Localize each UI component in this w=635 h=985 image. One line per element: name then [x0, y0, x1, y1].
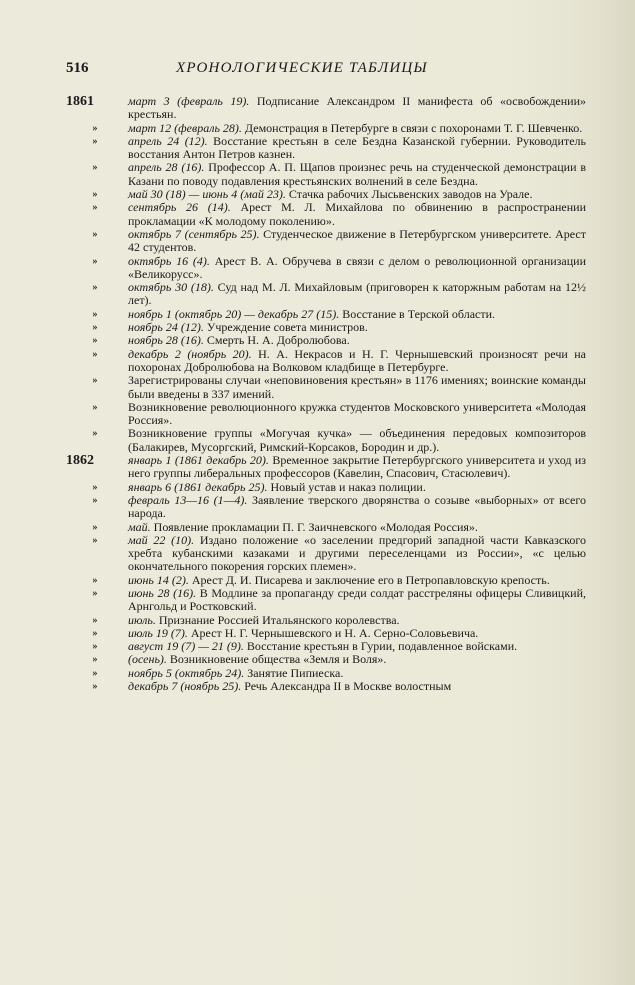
entry-text: В Модлине за пропаганду среди солдат расстреляны офицеры Сливицкий, Арнгольд и Ростковский.: [128, 585, 587, 614]
chronology-entry: [66, 188, 586, 201]
chronology-entry: [66, 95, 586, 122]
chronology-entry: [66, 374, 586, 401]
entry-date: май 22 (10).: [128, 532, 195, 547]
ditto-mark: »: [92, 481, 98, 493]
entry-date: март 3 (февраль 19).: [128, 94, 250, 108]
ditto-mark: »: [92, 375, 98, 387]
chronology-entry: [66, 627, 586, 640]
chronology-entry: [66, 454, 586, 481]
entry-date: октябрь 7 (сентябрь 25).: [128, 226, 260, 241]
entry-text: Новый устав и наказ полиции.: [270, 479, 426, 494]
ditto-mark: »: [92, 681, 98, 693]
ditto-mark: »: [92, 255, 98, 267]
entry-text: Появление прокламации П. Г. Заичневского «Молодая Россия».: [153, 519, 478, 534]
entry-text: Подписание Александром II манифеста об «освобождении» крестьян.: [128, 94, 587, 122]
entry-date: октябрь 16 (4).: [128, 253, 210, 268]
chronology-entry: [66, 281, 586, 308]
chronology-entry: [66, 494, 586, 521]
chronology-entry: [66, 521, 586, 534]
entry-text: Смерть Н. А. Добролюбова.: [206, 333, 350, 348]
ditto-mark: »: [92, 322, 98, 334]
ditto-mark: »: [92, 534, 98, 546]
entry-text: Возникновение общества «Земля и Воля».: [169, 652, 387, 667]
chronology-entry: [66, 640, 586, 653]
ditto-mark: »: [92, 135, 98, 147]
ditto-mark: »: [92, 428, 98, 440]
entry-date: январь 6 (1861 декабрь 25).: [128, 479, 268, 494]
ditto-mark: »: [92, 189, 98, 201]
ditto-mark: »: [92, 641, 98, 653]
entry-text: Зарегистрированы случаи «неповиновения крестьян» в 1176 имениях; воинские команды были введены в 337 имений.: [128, 373, 586, 401]
entry-text: Восстание крестьян в селе Бездна Казанской губернии. Руководитель восстания Антон Петров казнен.: [128, 133, 586, 162]
entry-date: декабрь 2 (ноябрь 20).: [128, 346, 252, 361]
entry-date: июль 19 (7).: [128, 625, 188, 640]
chronology-entry: [66, 534, 586, 574]
entry-text: Восстание в Терской области.: [342, 306, 496, 321]
ditto-mark: »: [92, 282, 98, 294]
entry-date: сентябрь 26 (14).: [128, 200, 231, 215]
entry-text: Арест Н. Г. Чернышевского и Н. А. Серно-Соловьевича.: [190, 625, 479, 640]
entry-text: Демонстрация в Петербурге в связи с похоронами Т. Г. Шевченко.: [244, 120, 583, 135]
ditto-mark: »: [92, 122, 98, 134]
entry-date: май.: [128, 519, 151, 534]
entry-date: октябрь 30 (18).: [128, 280, 214, 295]
chronology-entry: [66, 321, 586, 334]
entry-date: ноябрь 28 (16).: [128, 333, 204, 348]
page-header: [66, 60, 586, 82]
entry-text: Издано положение «о заселении предгорий западной части Кавказского хребта кубанскими казаками и другими переселенцами из России», «с целью окончательного покорения горских племен».: [128, 532, 586, 574]
entry-text: Учреждение совета министров.: [206, 320, 368, 335]
chronology-entry: [66, 481, 586, 494]
running-title: ХРОНОЛОГИЧЕСКИЕ ТАБЛИЦЫ: [176, 60, 428, 76]
ditto-mark: »: [92, 348, 98, 360]
chronology-entry: [66, 334, 586, 347]
entry-text: Суд над М. Л. Михайловым (приговорен к каторжным работам на 12½ лет).: [128, 280, 586, 308]
chronology-entry: [66, 348, 586, 375]
ditto-mark: »: [92, 228, 98, 240]
chronology-entry: [66, 427, 586, 454]
entry-date: июнь 28 (16).: [128, 585, 197, 600]
chronology-list: [66, 95, 586, 693]
entry-text: Восстание крестьян в Гурии, подавленное войсками.: [246, 639, 518, 654]
ditto-mark: »: [92, 494, 98, 506]
chronology-entry: [66, 667, 586, 680]
entry-text: Занятие Пипиеска.: [247, 665, 344, 680]
ditto-mark: »: [92, 587, 98, 599]
ditto-mark: »: [92, 202, 98, 214]
entry-text: Заявление тверского дворянства о созыве «выборных» от всего народа.: [128, 492, 586, 521]
chronology-entry: [66, 308, 586, 321]
chronology-entry: [66, 653, 586, 666]
chronology-entry: [66, 135, 586, 162]
entry-date: ноябрь 5 (октябрь 24).: [128, 665, 245, 680]
entry-text: Арест М. Л. Михайлова по обвинению в распространении прокламации «К молодому поколению».: [128, 200, 587, 228]
entry-text: Арест В. А. Обручева в связи с делом о революционной организации «Великорусс».: [128, 253, 587, 281]
chronology-entry: [66, 161, 586, 188]
entry-date: ноябрь 24 (12).: [128, 320, 204, 335]
entry-date: апрель 28 (16).: [128, 160, 205, 175]
chronology-entry: [66, 401, 586, 428]
chronology-entry: [66, 680, 586, 693]
chronology-entry: [66, 614, 586, 627]
entry-text: Возникновение революционного кружка студентов Московского университета «Молодая Россия».: [128, 399, 586, 428]
entry-text: Н. А. Некрасов и Н. Г. Чернышевский произносят речи на похоронах Добролюбова на Волковом кладбище в Петербурге.: [128, 346, 586, 374]
entry-text: Речь Александра II в Москве волостным: [244, 679, 452, 694]
entry-date: декабрь 7 (ноябрь 25).: [128, 679, 242, 694]
entry-text: Арест Д. И. Писарева и заключение его в Петропавловскую крепость.: [191, 572, 550, 587]
entry-text: Студенческое движение в Петербургском университете. Арест 42 студентов.: [128, 226, 587, 255]
ditto-mark: »: [92, 308, 98, 320]
year-label: 1862: [66, 453, 94, 469]
entry-date: июнь 14 (2).: [128, 572, 189, 587]
ditto-mark: »: [92, 574, 98, 586]
entry-date: март 12 (февраль 28).: [128, 120, 242, 135]
entry-text: Возникновение группы «Могучая кучка» — объединения передовых композиторов (Балакирев, Мусоргский, Римский-Корсаков, Бородин и др.).: [128, 426, 586, 454]
ditto-mark: »: [92, 667, 98, 679]
ditto-mark: »: [92, 401, 98, 413]
entry-text: Признание Россией Итальянского королевства.: [158, 612, 400, 627]
chronology-entry: [66, 255, 586, 282]
ditto-mark: »: [92, 162, 98, 174]
page-number: 516: [66, 60, 89, 76]
chronology-entry: [66, 122, 586, 135]
entry-date: (осень).: [128, 652, 167, 667]
chronology-entry: [66, 587, 586, 614]
chronology-entry: [66, 201, 586, 228]
year-label: 1861: [66, 94, 94, 109]
ditto-mark: »: [92, 627, 98, 639]
ditto-mark: »: [92, 335, 98, 347]
entry-date: август 19 (7) — 21 (9).: [128, 639, 244, 654]
entry-date: май 30 (18) — июнь 4 (май 23).: [128, 187, 286, 202]
entry-text: Временное закрытие Петербургского университета и уход из него группы либеральных профессоров (Кавелин, Спасович, Стасюлевич).: [128, 453, 587, 481]
chronology-entry: [66, 228, 586, 255]
entry-date: февраль 13—16 (1—4).: [128, 492, 248, 507]
chronology-entry: [66, 574, 586, 587]
entry-date: июль.: [128, 612, 156, 627]
entry-text: Профессор А. П. Щапов произнес речь на студенческой демонстрации в Казани по поводу подавления крестьянских волнений в селе Бездна.: [128, 160, 586, 188]
entry-date: январь 1 (1861 декабрь 20).: [128, 453, 269, 468]
ditto-mark: »: [92, 521, 98, 533]
ditto-mark: »: [92, 614, 98, 626]
entry-date: ноябрь 1 (октябрь 20) — декабрь 27 (15).: [128, 306, 340, 321]
entry-date: апрель 24 (12).: [128, 133, 208, 148]
ditto-mark: »: [92, 654, 98, 666]
entry-text: Стачка рабочих Лысьвенских заводов на Урале.: [288, 187, 533, 202]
